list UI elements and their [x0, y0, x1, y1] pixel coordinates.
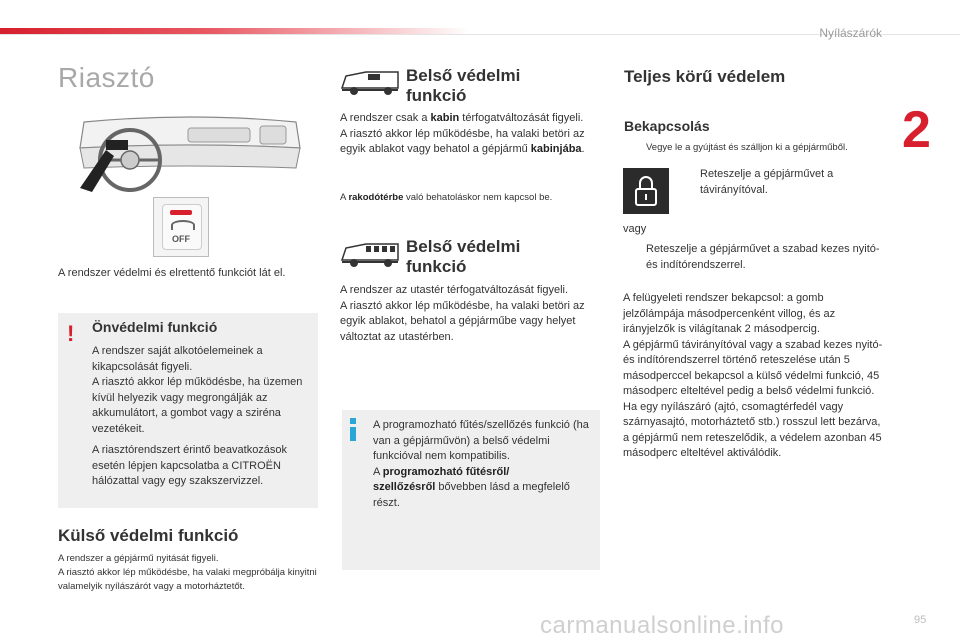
- page-number: 95: [914, 614, 927, 626]
- chapter-number: 2: [902, 101, 931, 159]
- internal2-title: [406, 237, 520, 277]
- internal1-bold-b: kabinjába: [530, 143, 582, 155]
- alarm-button-illustration: [153, 197, 209, 257]
- internal2-title-line2: funkció: [406, 257, 467, 276]
- step-2: Reteszelje a gépjárművet a távirányítóval.: [700, 168, 834, 196]
- alarm-led-icon: [170, 210, 192, 215]
- info-box: [342, 410, 600, 570]
- warning-para-2: A riasztórendszert érintő beavatkozások esetén lépjen kapcsolatba a CITROËN hálózattal vagy egy szakszervizzel.: [92, 444, 288, 487]
- info-text: [373, 418, 595, 511]
- internal1-title: [406, 66, 520, 106]
- internal2-title-line1: Belső védelmi: [406, 237, 521, 256]
- info-text-a: A programozható fűtés/szellőzés funkció (ha van a gépjárművön) a belső védelmi funkcióval nem kompatibilis. A: [373, 419, 589, 478]
- intro-caption: A rendszer védelmi és elrettentő funkciót lát el.: [58, 267, 286, 279]
- car-silhouette-icon: [171, 220, 195, 230]
- lock-key-illustration: [623, 168, 669, 214]
- minibus-icon: [340, 238, 400, 270]
- activation-subtitle: Bekapcsolás: [624, 118, 710, 134]
- internal2-text: A rendszer az utastér térfogatváltozását figyeli. A riasztó akkor lép működésbe, ha valaki betöri az egyik ablakot, behatol a gépjárműbe vagy helyet változtat az utastérben.: [340, 284, 585, 343]
- internal1-text-a: A rendszer csak a: [340, 112, 431, 124]
- page-title: Riasztó: [58, 62, 155, 93]
- info-text-bold: programozható fűtésről/ szellőzésről: [373, 465, 510, 493]
- external-text: A rendszer a gépjármű nyitását figyeli. A riasztó akkor lép működésbe, ha valaki megpróbálja kinyitni valamelyik nyílászárót vagy a motorháztetőt.: [58, 553, 317, 592]
- internal1-text-b: térfogatváltozását figyeli. A riasztó akkor lép működésbe, ha valaki betöri az egyik ablakot vagy behatol a gépjármű: [340, 112, 585, 155]
- info-icon-dot: [350, 418, 356, 424]
- warning-title: Önvédelmi funkció: [92, 319, 218, 335]
- internal1-note-a: A: [340, 192, 349, 203]
- info-icon: [350, 427, 356, 441]
- external-title: Külső védelmi funkció: [58, 526, 239, 545]
- internal1-note: [340, 191, 602, 205]
- warning-para-1: A rendszer saját alkotóelemeinek a kikapcsolását figyeli. A riasztó akkor lép működésbe, ha üzemen kívül helyezik vagy megrongálják az akkumulátort, a gombot vagy a sziréna vezetékeit.: [92, 345, 303, 435]
- internal1-bold-a: kabin: [430, 112, 460, 124]
- internal1-title-line1: Belső védelmi: [406, 66, 521, 85]
- step-1: Vegye le a gyújtást és szálljon ki a gépjárműből.: [646, 142, 848, 153]
- or-label: vagy: [623, 223, 647, 235]
- warning-icon: !: [67, 321, 75, 346]
- internal1-title-line2: funkció: [406, 86, 467, 105]
- internal1-text-c: .: [581, 143, 585, 155]
- activation-description: A felügyeleti rendszer bekapcsol: a gomb jelzőlámpája másodpercenként villog, és az irányjelzők is világítanak 2 másodpercig. A gépjármű távirányítóval vagy a szabad kezes nyitó- és indítórendszerrel történő reteszelése után 5 másodperccel bekapcsol a külső védelmi funkció, 45 másodperc elteltével pedig a belső védelmi funkció. Ha egy nyílászáró (ajtó, csomagtérfedél vagy szárnyasajtó, motorháztető stb.) rosszul lett bezárva, a gépjármű nem reteszelődik, a védelem azonban 45 másodperc elteltével aktiválódik.: [623, 292, 883, 459]
- van-icon: [340, 66, 400, 98]
- internal1-note-b: való behatoláskor nem kapcsol be.: [403, 192, 553, 203]
- info-text-b: bővebben lásd a megfelelő részt.: [373, 481, 570, 509]
- step-3: Reteszelje a gépjárművet a szabad kezes nyitó- és indítórendszerrel.: [646, 243, 880, 271]
- dashboard-illustration: [70, 108, 310, 198]
- padlock-icon: [623, 168, 669, 214]
- header-divider: [0, 34, 960, 35]
- alarm-button-label: OFF: [172, 234, 190, 244]
- internal1-note-bold: rakodótérbe: [348, 192, 404, 203]
- warning-box: [58, 313, 318, 508]
- full-protection-title: Teljes körű védelem: [624, 67, 786, 86]
- footer-watermark: carmanualsonline.info: [540, 612, 784, 639]
- internal1-text: [340, 111, 602, 158]
- section-label: Nyílászárók: [819, 26, 882, 40]
